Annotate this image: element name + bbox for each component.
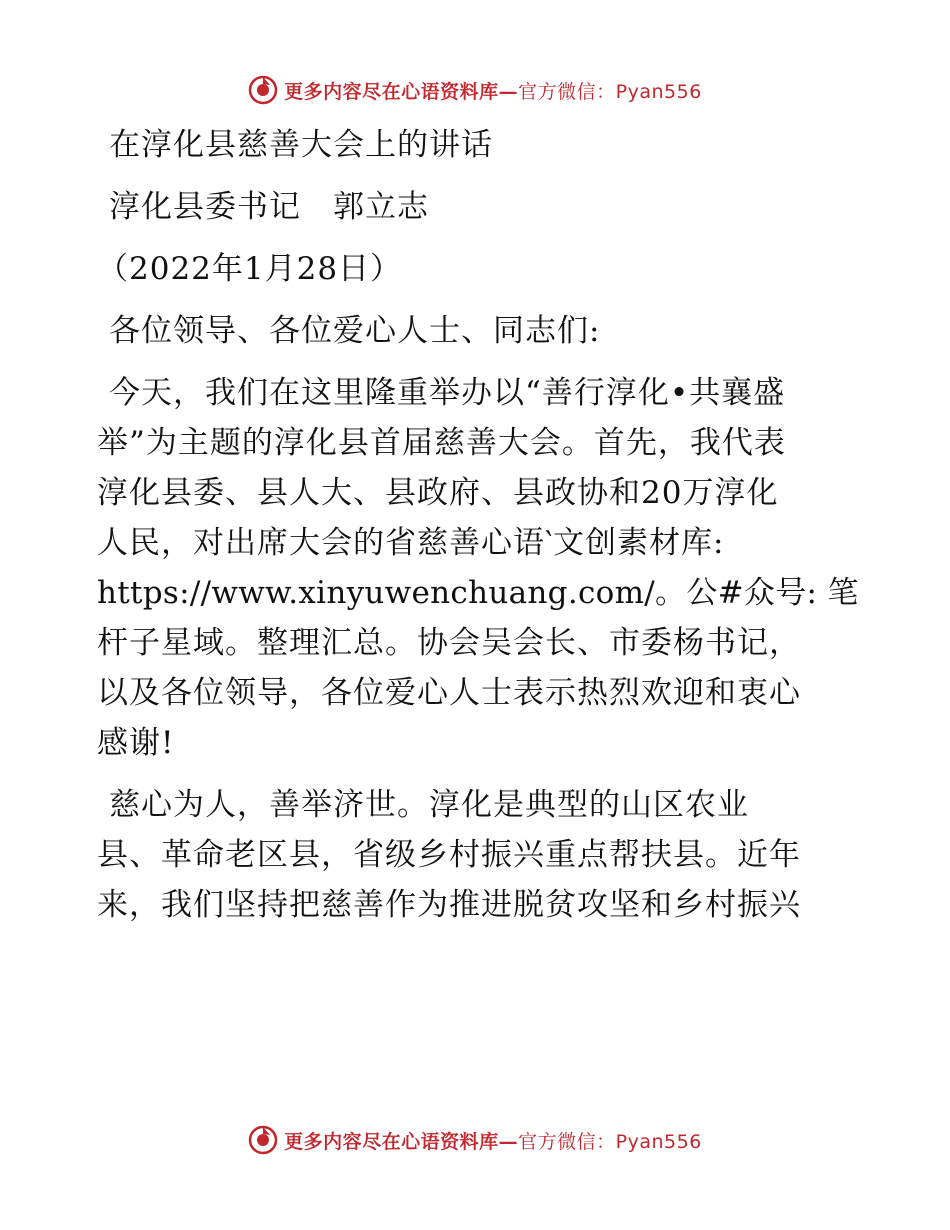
banner-sub-text: 官方微信：Pyan556 bbox=[518, 1130, 702, 1153]
top-banner bbox=[0, 70, 950, 110]
paragraph-2 bbox=[97, 780, 857, 930]
paragraph-line: 今天，我们在这里隆重举办以“善行淳化•共襄盛 bbox=[109, 375, 786, 411]
paragraph-1 bbox=[97, 368, 857, 768]
paragraph-line: 淳化县委、县人大、县政府、县政协和20万淳化 bbox=[97, 475, 779, 511]
paragraph-line: https://www.xinyuwenchuang.com/。公#众号: 笔 bbox=[97, 575, 859, 611]
paragraph-line: 县、革命老区县，省级乡村振兴重点帮扶县。近年 bbox=[97, 837, 801, 873]
logo-icon bbox=[248, 1125, 278, 1155]
bottom-banner bbox=[0, 1120, 950, 1160]
paragraph-line: 来，我们坚持把慈善作为推进脱贫攻坚和乡村振兴 bbox=[97, 887, 801, 923]
document-body bbox=[97, 120, 857, 930]
salutation: 各位领导、各位爱心人士、同志们: bbox=[109, 313, 601, 349]
banner-main-text: 更多内容尽在心语资料库— bbox=[284, 80, 519, 103]
paragraph-line: 以及各位领导，各位爱心人士表示热烈欢迎和衷心 bbox=[97, 675, 801, 711]
banner-main-text: 更多内容尽在心语资料库— bbox=[284, 1130, 519, 1153]
speaker-line: 淳化县委书记 郭立志 bbox=[109, 189, 429, 225]
logo-icon bbox=[248, 75, 278, 105]
date-line: （2022年1月28日） bbox=[97, 251, 403, 287]
paragraph-line: 杆子星域。整理汇总。协会吴会长、市委杨书记， bbox=[97, 625, 801, 661]
paragraph-line: 感谢! bbox=[97, 725, 175, 761]
paragraph-line: 慈心为人，善举济世。淳化是典型的山区农业 bbox=[109, 787, 749, 823]
banner-sub-text: 官方微信：Pyan556 bbox=[518, 80, 702, 103]
paragraph-line: 人民，对出席大会的省慈善心语‵文创素材库: bbox=[97, 525, 725, 561]
paragraph-line: 举”为主题的淳化县首届慈善大会。首先，我代表 bbox=[97, 425, 786, 461]
document-title: 在淳化县慈善大会上的讲话 bbox=[109, 127, 493, 163]
